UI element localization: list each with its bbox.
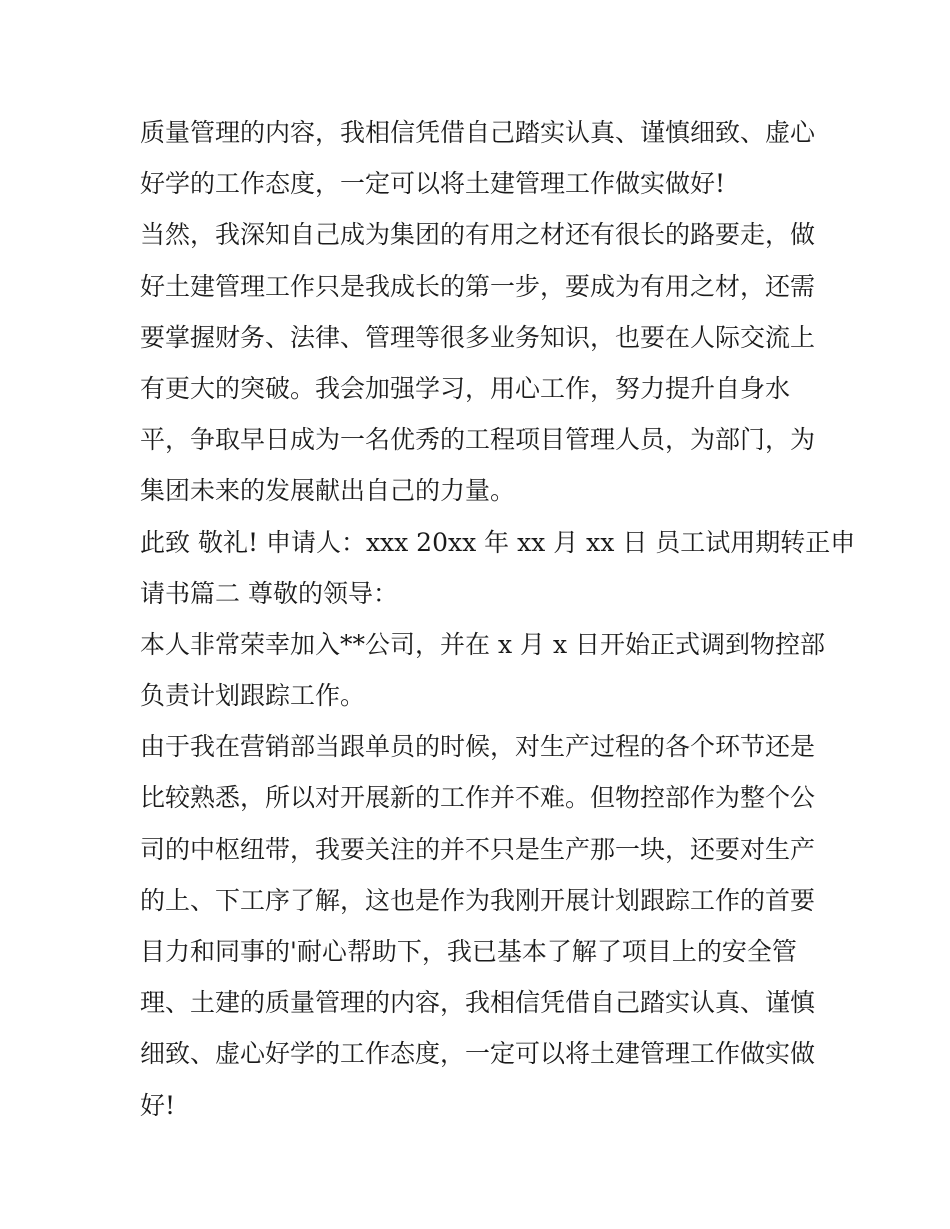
text-line: 司的中枢纽带，我要关注的并不只是生产那一块，还要对生产	[140, 834, 816, 864]
text-line: 由于我在营销部当跟单员的时候，对生产过程的各个环节还是	[140, 732, 816, 762]
text-line: 当然，我深知自己成为集团的有用之材还有很长的路要走，做	[140, 220, 816, 250]
text-line: 好!	[140, 1090, 176, 1120]
text-line: 请书篇二 尊敬的领导：	[140, 578, 398, 608]
text-line: 好学的工作态度，一定可以将土建管理工作做实做好!	[140, 169, 726, 199]
text-line: 本人非常荣幸加入**公司，并在 x 月 x 日开始正式调到物控部	[140, 629, 825, 659]
text-line: 的上、下工序了解，这也是作为我刚开展计划跟踪工作的首要	[140, 885, 816, 915]
text-line: 有更大的突破。我会加强学习，用心工作，努力提升自身水	[140, 373, 791, 403]
text-line: 此致 敬礼! 申请人：xxx 20xx 年 xx 月 xx 日 员工试用期转正申	[140, 527, 856, 557]
text-line: 负责计划跟踪工作。	[140, 681, 366, 711]
text-line: 比较熟悉，所以对开展新的工作并不难。但物控部作为整个公	[140, 783, 816, 813]
text-line: 细致、虚心好学的工作态度，一定可以将土建管理工作做实做	[140, 1039, 816, 1069]
text-line: 要掌握财务、法律、管理等很多业务知识，也要在人际交流上	[140, 322, 816, 352]
document-body	[140, 107, 856, 1131]
text-line: 好土建管理工作只是我成长的第一步，要成为有用之材，还需	[140, 271, 816, 301]
text-line: 平，争取早日成为一名优秀的工程项目管理人员，为部门，为	[140, 425, 816, 455]
text-line: 集团未来的发展献出自己的力量。	[140, 476, 516, 506]
text-line: 质量管理的内容，我相信凭借自己踏实认真、谨慎细致、虚心	[140, 118, 816, 147]
text-line: 理、土建的质量管理的内容，我相信凭借自己踏实认真、谨慎	[140, 988, 816, 1018]
text-line: 目力和同事的'耐心帮助下，我已基本了解了项目上的安全管	[140, 937, 797, 966]
